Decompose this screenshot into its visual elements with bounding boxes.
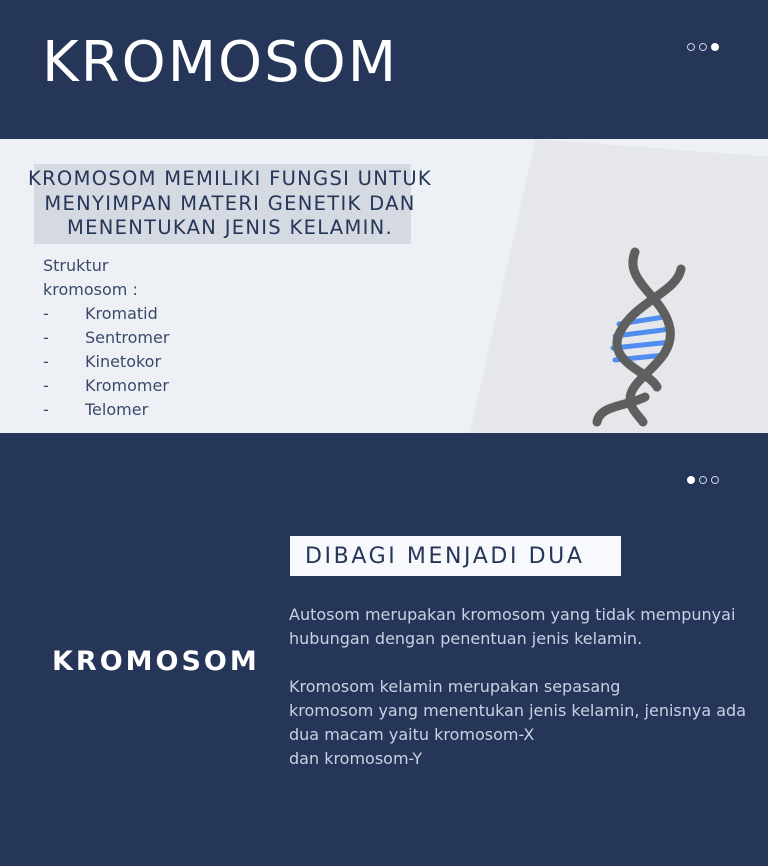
slide-dot-active[interactable] <box>711 43 719 51</box>
list-item: - Kromomer <box>43 376 169 395</box>
autosom-paragraph: Autosom merupakan kromosom yang tidak mempunyai hubungan dengan penentuan jenis kelamin. <box>289 605 736 648</box>
slide-1-header <box>0 0 768 139</box>
slide-dot[interactable] <box>711 476 719 484</box>
slide-indicator <box>687 476 719 484</box>
fungsi-line: MENYIMPAN MATERI GENETIK DAN <box>44 191 416 215</box>
slide-2 <box>0 433 768 866</box>
struktur-intro: Struktur kromosom : <box>43 256 138 299</box>
slide-dot[interactable] <box>699 43 707 51</box>
list-item: - Kinetokor <box>43 352 162 371</box>
list-item: - Telomer <box>43 400 149 419</box>
struktur-list <box>43 254 169 422</box>
slide-indicator <box>687 43 719 51</box>
section-label: KROMOSOM <box>52 646 260 677</box>
slide-dot[interactable] <box>699 476 707 484</box>
slide-1-body <box>0 139 768 433</box>
heading-box <box>290 536 621 576</box>
page-title: KROMOSOM <box>42 30 399 95</box>
slide-dot-active[interactable] <box>687 476 695 484</box>
section-heading: DIBAGI MENJADI DUA <box>305 543 585 569</box>
dna-icon <box>585 247 695 427</box>
list-item: - Sentromer <box>43 328 170 347</box>
fungsi-statement <box>10 167 450 241</box>
slide-dot[interactable] <box>687 43 695 51</box>
fungsi-line: KROMOSOM MEMILIKI FUNGSI UNTUK <box>27 167 433 190</box>
list-item: - Kromatid <box>43 304 158 323</box>
fungsi-line: MENENTUKAN JENIS KELAMIN. <box>67 216 393 239</box>
kromosom-kelamin-paragraph: Kromosom kelamin merupakan sepasang kromosom yang menentukan jenis kelamin, jenisnya ada dua macam yaitu kromosom-X dan kromosom-Y <box>289 677 746 768</box>
